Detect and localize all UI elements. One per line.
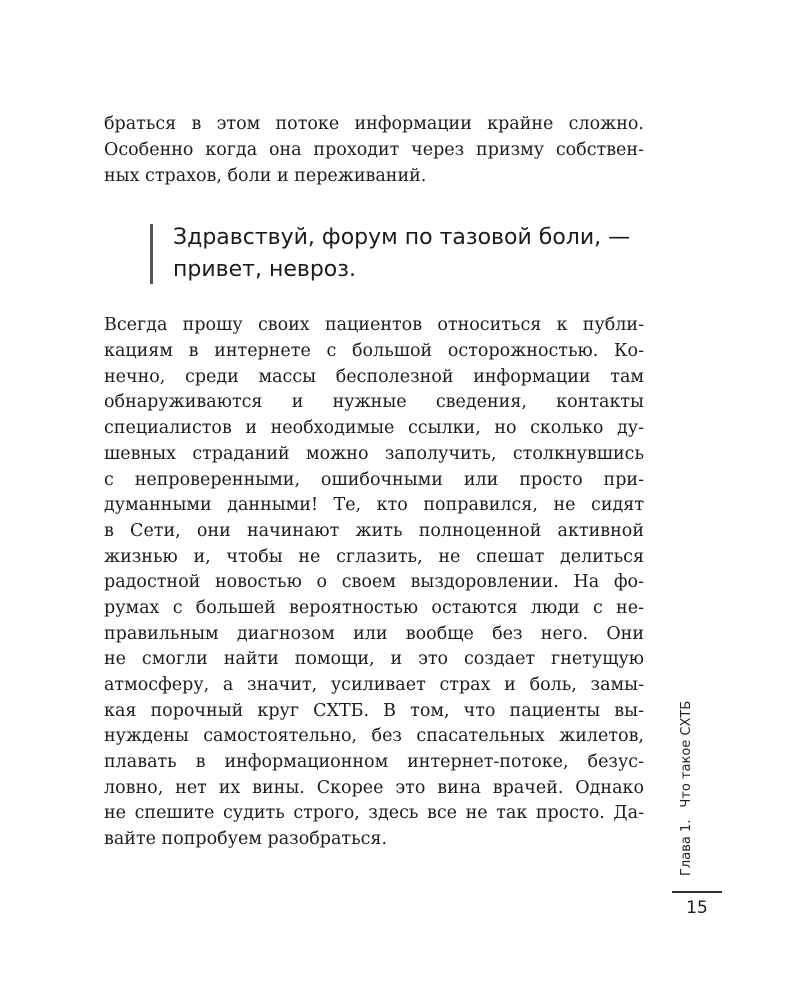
text-line: плавать в информационном интернет-потоке, безус- [104, 752, 644, 772]
text-line: ных страхов, боли и переживаний. [104, 166, 427, 186]
page-number: 15 [686, 898, 708, 918]
text-line: Всегда прошу своих пациентов относиться к публи- [104, 315, 644, 335]
text-line: думанными данными! Те, кто поправился, не сидят [104, 495, 644, 515]
chapter-number: Глава 1. [679, 819, 694, 876]
quote-line: привет, невроз. [173, 257, 356, 282]
text-line: ловно, нет их вины. Скорее это вина врачей. Однако [104, 778, 644, 798]
text-line: не спешите судить строго, здесь все не так просто. Да- [104, 803, 644, 823]
text-line: нуждены самостоятельно, без спасательных жилетов, [104, 726, 644, 746]
text-line: радостной новостью о своем выздоровлении. На фо- [104, 572, 644, 592]
text-line: не смогли найти помощи, и это создает гнетущую [104, 649, 644, 669]
text-line: румах с большей вероятностью остаются люди с не- [104, 598, 644, 618]
text-line: Особенно когда она проходит через призму собствен- [104, 140, 644, 160]
chapter-title: Что такое СХТБ [679, 700, 694, 808]
running-head [676, 700, 698, 876]
text-line: в Сети, они начинают жить полноценной активной [104, 521, 644, 541]
quote-line: Здравствуй, форум по тазовой боли, — [173, 225, 631, 250]
text-line: с непроверенными, ошибочными или просто при- [104, 470, 644, 490]
folio-rule [672, 891, 722, 893]
text-line: нечно, среди массы бесполезной информации там [104, 367, 644, 387]
text-line: атмосферу, а значит, усиливает страх и боль, замы- [104, 675, 644, 695]
text-line: правильным диагнозом или вообще без него. Они [104, 624, 644, 644]
text-line: жизнью и, чтобы не сглазить, не спешат делиться [104, 547, 644, 567]
text-line: вайте попробуем разобраться. [104, 829, 388, 849]
text-line: шевных страданий можно заполучить, столкнувшись [104, 444, 644, 464]
text-line: кая порочный круг СХТБ. В том, что пациенты вы- [104, 701, 644, 721]
text-line: обнаруживаются и нужные сведения, контакты [104, 392, 644, 412]
text-line: браться в этом потоке информации крайне сложно. [104, 114, 644, 134]
text-line: специалистов и необходимые ссылки, но сколько ду- [104, 418, 644, 438]
quote-bar [150, 224, 153, 284]
text-line: кациям в интернете с большой осторожностью. Ко- [104, 341, 644, 361]
